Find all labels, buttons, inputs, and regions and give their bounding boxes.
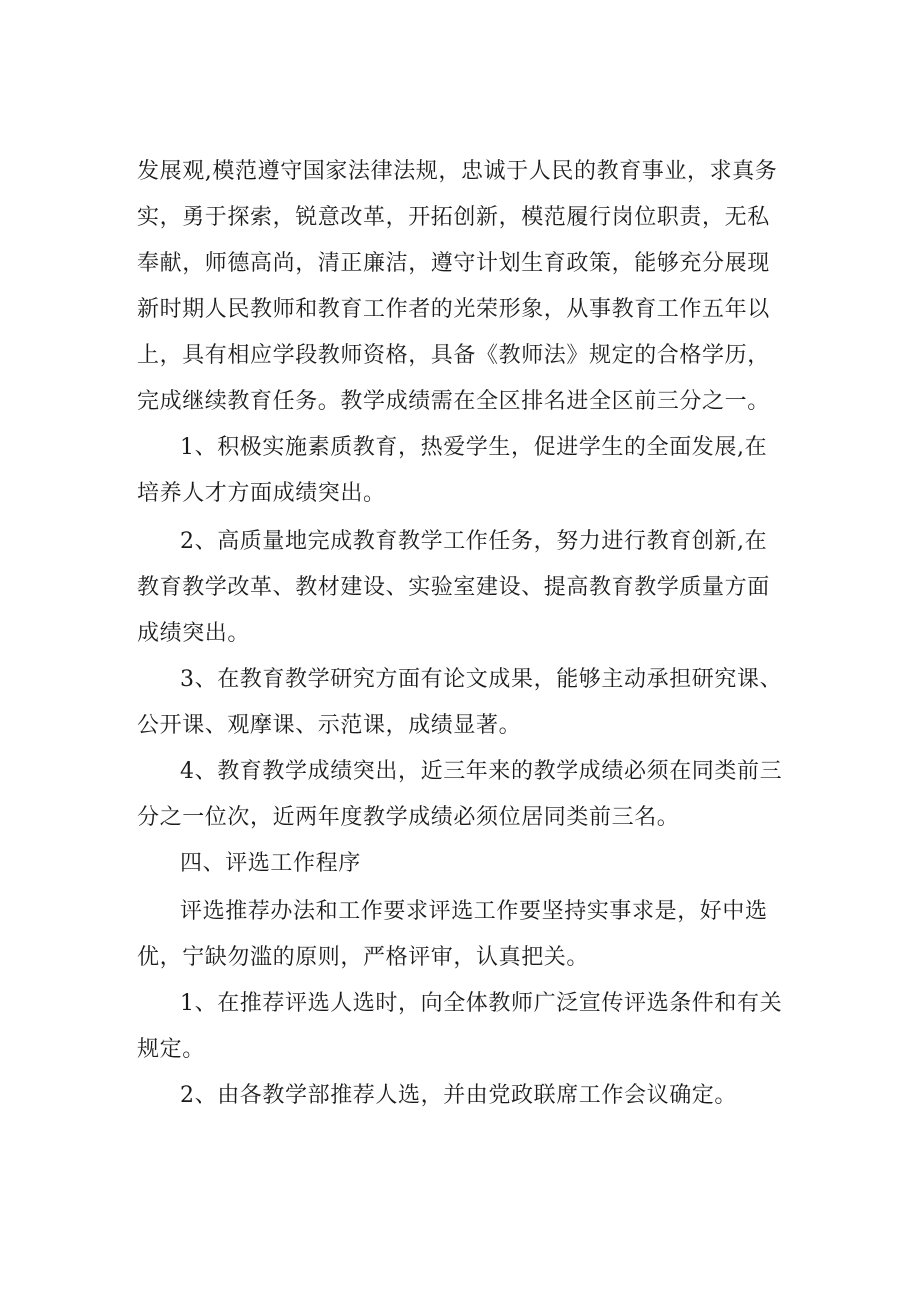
text-line: 实，勇于探索，锐意改革，开拓创新，模范履行岗位职责，无私 xyxy=(137,205,770,230)
section-heading: 四、评选工作程序 xyxy=(180,851,361,876)
list-item-2-line: 教育教学改革、教材建设、实验室建设、提高教育教学质量方面 xyxy=(137,575,770,600)
text-line: 新时期人民教师和教育工作者的光荣形象，从事教育工作五年以 xyxy=(137,297,770,322)
list-item-4-line: 分之一位次，近两年度教学成绩必须位居同类前三名。 xyxy=(137,805,680,830)
procedure-item-1-line: 规定。 xyxy=(137,1037,205,1062)
text-line: 完成继续教育任务。教学成绩需在全区排名进全区前三分之一。 xyxy=(137,389,770,414)
text-line: 发展观,模范遵守国家法律法规，忠诚于人民的教育事业，求真务 xyxy=(137,159,778,184)
list-item-1-line: 1、积极实施素质教育，热爱学生，促进学生的全面发展,在 xyxy=(180,435,768,460)
list-item-2-line: 成绩突出。 xyxy=(137,621,251,646)
list-item-2-line: 2、高质量地完成教育教学工作任务，努力进行教育创新,在 xyxy=(180,529,768,554)
list-item-3-line: 公开课、观摩课、示范课，成绩显著。 xyxy=(137,713,522,738)
paragraph-line: 评选推荐办法和工作要求评选工作要坚持实事求是，好中选 xyxy=(180,899,768,924)
list-item-4-line: 4、教育教学成绩突出，近三年来的教学成绩必须在同类前三 xyxy=(180,759,783,784)
text-line: 奉献，师德高尚，清正廉洁，遵守计划生育政策，能够充分展现 xyxy=(137,251,770,276)
procedure-item-1-line: 1、在推荐评选人选时，向全体教师广泛宣传评选条件和有关 xyxy=(180,991,783,1016)
list-item-3-line: 3、在教育教学研究方面有论文成果，能够主动承担研究课、 xyxy=(180,667,783,692)
text-line: 上，具有相应学段教师资格，具备《教师法》规定的合格学历， xyxy=(137,343,770,368)
list-item-1-line: 培养人才方面成绩突出。 xyxy=(137,481,386,506)
paragraph-line: 优，宁缺勿滥的原则，严格评审，认真把关。 xyxy=(137,945,590,970)
procedure-item-2-line: 2、由各教学部推荐人选，并由党政联席工作会议确定。 xyxy=(180,1083,737,1108)
